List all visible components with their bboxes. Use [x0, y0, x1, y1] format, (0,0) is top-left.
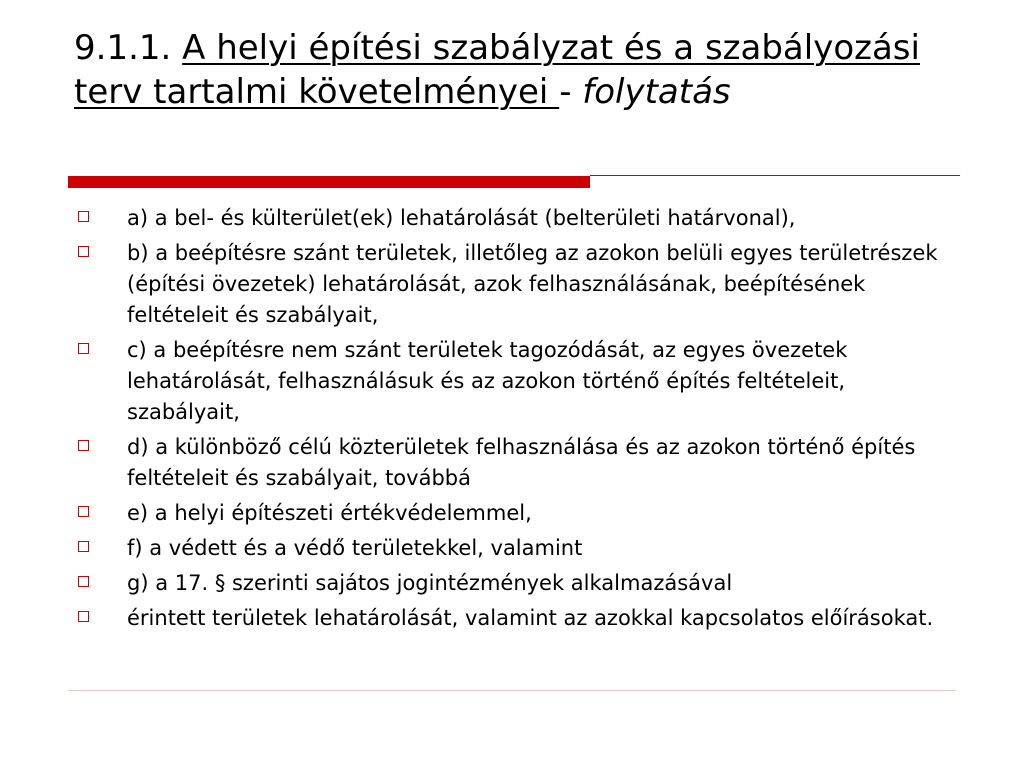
list-item-text: a) a bel- és külterület(ek) lehatárolását (belterületi határvonal),: [127, 206, 796, 230]
hollow-square-icon: [78, 440, 89, 451]
hollow-square-icon: [78, 211, 89, 222]
title-continuation: folytatás: [582, 72, 731, 112]
list-item-text: f) a védett és a védő területekkel, valamint: [127, 536, 583, 560]
bullet-list: [74, 203, 954, 638]
footer-divider: [68, 690, 956, 691]
list-item: [74, 432, 954, 494]
title-separator: -: [559, 72, 583, 112]
hollow-square-icon: [78, 611, 89, 622]
list-item-text: e) a helyi építészeti értékvédelemmel,: [127, 501, 532, 525]
hollow-square-icon: [78, 541, 89, 552]
list-item: [74, 238, 954, 331]
hollow-square-icon: [78, 576, 89, 587]
list-item-text: g) a 17. § szerinti sajátos jogintézmények alkalmazásával: [127, 571, 733, 595]
list-item: [74, 603, 954, 634]
list-item-text: d) a különböző célú közterületek felhasználása és az azokon történő építés feltételeit és szabályait, továbbá: [127, 435, 916, 490]
list-item-text: b) a beépítésre szánt területek, illetőleg az azokon belüli egyes területrészek (építési övezetek) lehatárolását, azok felhasználásának, beépítésének feltételeit és szabályait,: [127, 241, 938, 327]
list-item: [74, 203, 954, 234]
list-item-text: c) a beépítésre nem szánt területek tagozódását, az egyes övezetek lehatárolását, felhasználásuk és az azokon történő építés feltételeit, szabályait,: [127, 338, 848, 424]
title-underline-bar: [68, 176, 590, 188]
list-item: [74, 533, 954, 564]
hollow-square-icon: [78, 343, 89, 354]
title-main: A helyi építési szabályzat és a szabályozási terv tartalmi követelményei: [74, 28, 920, 112]
title-number: 9.1.1.: [74, 28, 183, 68]
hollow-square-icon: [78, 246, 89, 257]
list-item: [74, 498, 954, 529]
list-item-text: érintett területek lehatárolását, valamint az azokkal kapcsolatos előírásokat.: [127, 606, 934, 630]
list-item: [74, 335, 954, 428]
page-title: [74, 26, 974, 114]
title-underline-rule: [590, 175, 960, 176]
hollow-square-icon: [78, 506, 89, 517]
list-item: [74, 568, 954, 599]
